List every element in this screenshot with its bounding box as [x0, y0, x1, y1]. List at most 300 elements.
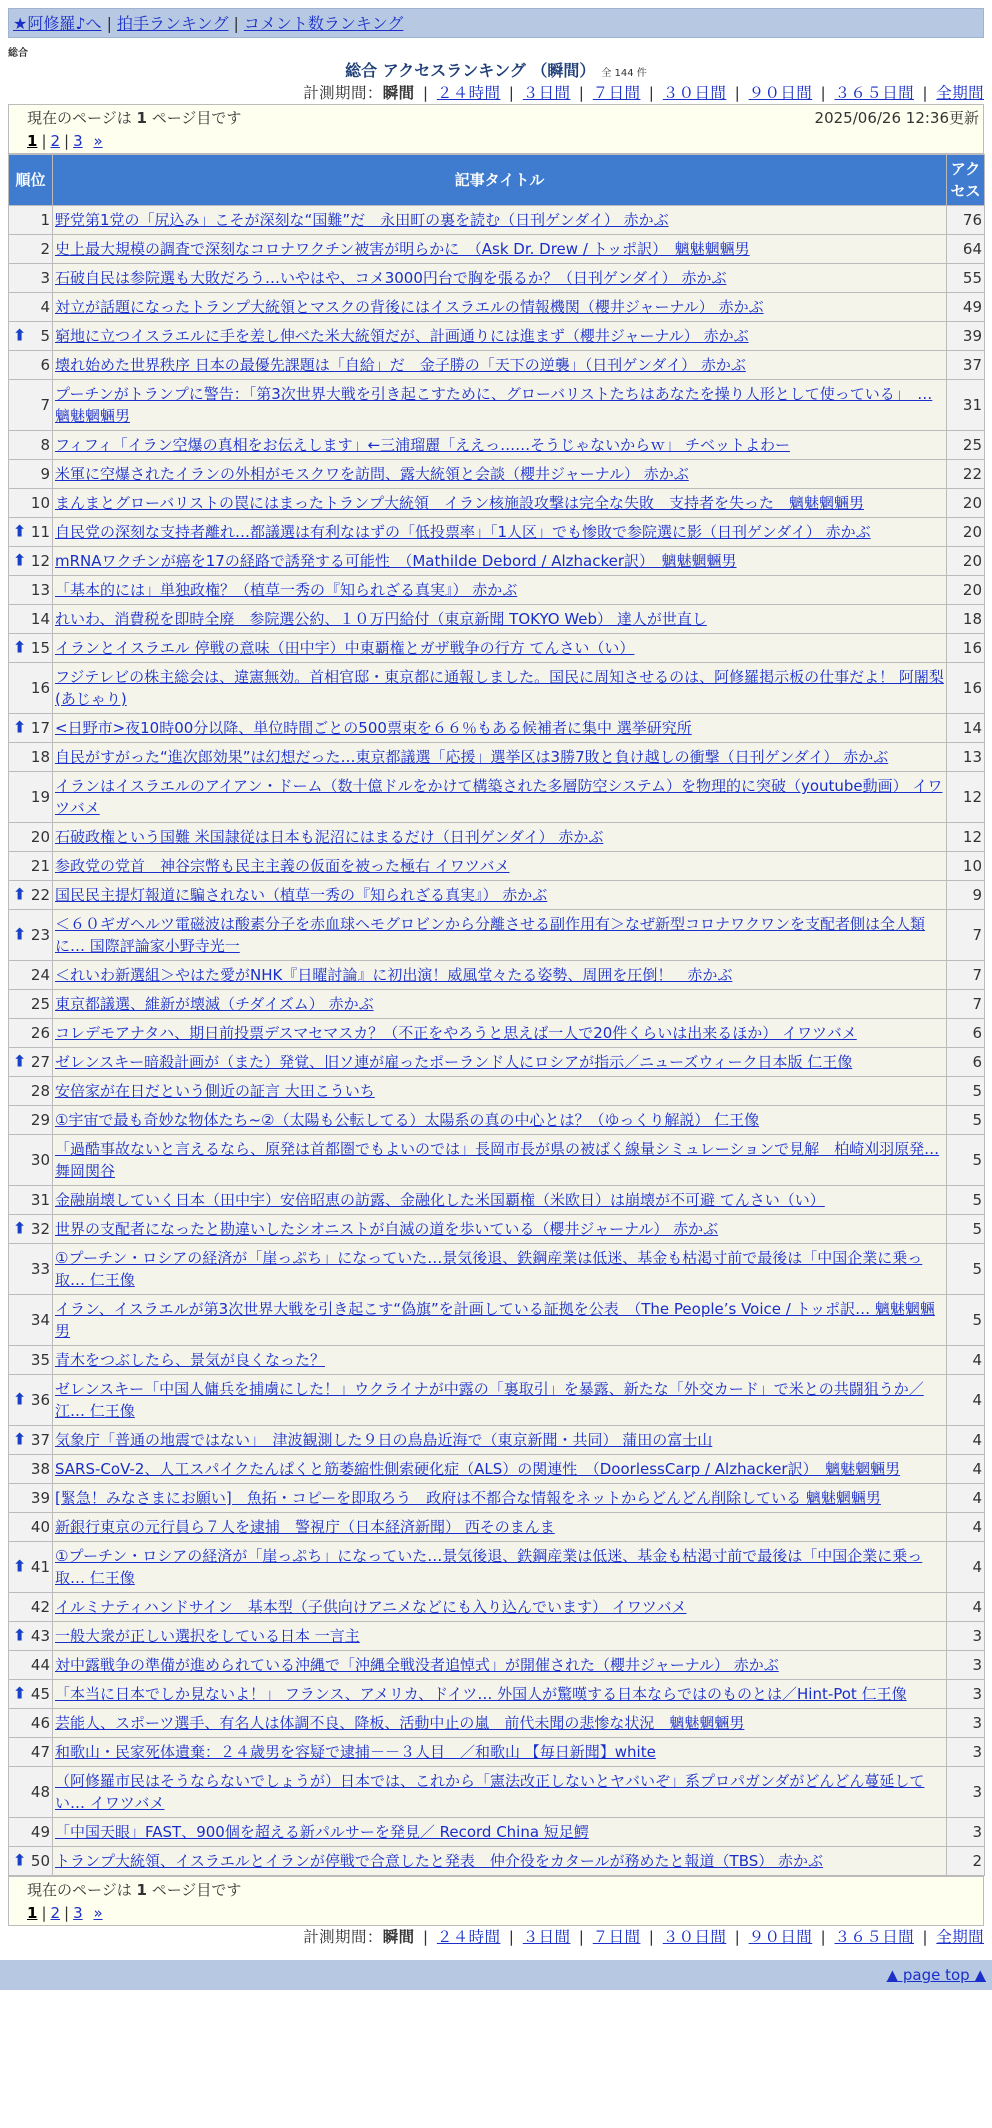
rank-cell [9, 605, 53, 634]
applause-ranking-link[interactable]: 拍手ランキング [116, 14, 229, 33]
rank-number: 26 [30, 1024, 50, 1042]
rank-number: 48 [30, 1783, 50, 1801]
table-row [9, 1426, 985, 1455]
period-link[interactable]: ３日間 [522, 1928, 571, 1946]
rank-cell [9, 547, 53, 576]
rank-number: 40 [30, 1518, 50, 1536]
table-row [9, 1513, 985, 1542]
title-cell [53, 460, 947, 489]
rank-number: 27 [30, 1053, 50, 1071]
table-row [9, 1019, 985, 1048]
access-count: 4 [947, 1375, 985, 1426]
footer-bar [0, 1960, 992, 1990]
up-arrow-icon: ⬆ [13, 1429, 27, 1449]
rank-cell [9, 322, 53, 351]
rank-cell [9, 1622, 53, 1651]
title-cell [53, 206, 947, 235]
access-count: 5 [947, 1244, 985, 1295]
access-count: 3 [947, 1767, 985, 1818]
up-arrow-icon: ⬆ [13, 1850, 27, 1870]
title-cell [53, 1651, 947, 1680]
period-separator: | [815, 84, 832, 102]
rank-cell [9, 743, 53, 772]
period-separator: | [643, 1928, 660, 1946]
title-cell [53, 852, 947, 881]
rank-number: 30 [30, 1151, 50, 1169]
article-link[interactable]: ＜６０ギガヘルツ電磁波は酸素分子を赤血球ヘモグロビンから分離させる副作用有＞なぜ新型コロナワクワンを支配者側は全人類に… 国際評論家小野寺光一 [55, 915, 926, 955]
period-link[interactable]: ３日間 [522, 84, 571, 102]
rank-number: 3 [40, 269, 50, 287]
table-row [9, 576, 985, 605]
article-link[interactable]: ゼレンスキー暗殺計画が（また）発覚、旧ソ連が雇ったポーランド人にロシアが指示／ニューズウィーク日本版 仁王像 [55, 1053, 853, 1071]
table-row [9, 1484, 985, 1513]
current-page-number: 1 [136, 1881, 147, 1899]
article-link[interactable]: 石破自民は参院選も大敗だろう…いやはや、コメ3000円台で胸を張るか？（日刊ゲンダイ） 赤かぶ [55, 269, 727, 287]
article-link[interactable]: イルミナティハンドサイン 基本型（子供向けアニメなどにも入り込んでいます） イワツバメ [55, 1598, 687, 1616]
access-count: 76 [947, 206, 985, 235]
title-cell [53, 518, 947, 547]
next-page-link[interactable]: » [93, 1904, 103, 1922]
period-link[interactable]: ２４時間 [436, 1928, 501, 1946]
page-link-2[interactable]: 2 [50, 132, 61, 150]
period-link[interactable]: ３６５日間 [834, 1928, 915, 1946]
rank-cell [9, 990, 53, 1019]
article-link[interactable]: 窮地に立つイスラエルに手を差し伸べた米大統領だが、計画通りには進まず（櫻井ジャーナル） 赤かぶ [55, 327, 749, 345]
article-link[interactable]: ゼレンスキー「中国人傭兵を捕虜にした！」ウクライナが中露の「裏取引」を暴露、新たな「外交カード」で米との共闘狙うか／江… 仁王像 [55, 1380, 924, 1420]
rank-number: 13 [30, 581, 50, 599]
rank-cell [9, 1186, 53, 1215]
rank-cell [9, 1484, 53, 1513]
table-row [9, 1680, 985, 1709]
period-separator: | [917, 1928, 934, 1946]
article-link[interactable]: 金融崩壊していく日本（田中宇）安倍昭恵の訪露、金融化した米国覇権（米欧日）は崩壊が不可避 てんさい（い） [55, 1191, 825, 1209]
rank-cell [9, 1346, 53, 1375]
rank-number: 36 [30, 1391, 50, 1409]
rank-cell [9, 1818, 53, 1847]
period-separator: | [729, 84, 746, 102]
table-row [9, 714, 985, 743]
access-count: 20 [947, 547, 985, 576]
access-count: 5 [947, 1186, 985, 1215]
period-separator: | [917, 84, 934, 102]
table-row [9, 1455, 985, 1484]
rank-cell [9, 1709, 53, 1738]
page-link-3[interactable]: 3 [73, 1904, 83, 1922]
page-top-link[interactable]: ▲ page top ▲ [886, 1966, 986, 1984]
table-row [9, 1244, 985, 1295]
rank-number: 34 [30, 1311, 50, 1329]
home-link[interactable]: ★阿修羅♪へ [13, 14, 102, 33]
page-link-3[interactable]: 3 [73, 132, 83, 150]
page-current: 1 [27, 132, 38, 150]
table-row [9, 351, 985, 380]
access-count: 3 [947, 1680, 985, 1709]
table-row [9, 1215, 985, 1244]
access-count: 2 [947, 1847, 985, 1876]
title-cell [53, 1622, 947, 1651]
title-cell [53, 293, 947, 322]
article-link[interactable]: ＜れいわ新選組＞やはた愛がNHK『日曜討論』に初出演！威風堂々たる姿勢、周囲を圧倒！ 赤かぶ [55, 966, 733, 984]
rank-cell [9, 1680, 53, 1709]
access-count: 49 [947, 293, 985, 322]
article-link[interactable]: コレデモアナタハ、期日前投票デスマセマスカ？（不正をやろうと思えば一人で20件くらいは出来るほか） イワツバメ [55, 1024, 857, 1042]
access-count: 5 [947, 1215, 985, 1244]
page-separator: | [64, 1904, 70, 1922]
access-count: 13 [947, 743, 985, 772]
table-row [9, 206, 985, 235]
title-cell [53, 1455, 947, 1484]
top-nav-bar [8, 8, 984, 38]
access-count: 25 [947, 431, 985, 460]
access-count: 16 [947, 663, 985, 714]
rank-number: 2 [40, 240, 50, 258]
table-row [9, 1709, 985, 1738]
article-link[interactable]: 「本当に日本でしか見ないよ！」 フランス、アメリカ、ドイツ… 外国人が驚嘆する日本ならではのものとは／Hint-Pot 仁王像 [55, 1685, 907, 1703]
rank-number: 21 [30, 857, 50, 875]
up-arrow-icon: ⬆ [13, 521, 27, 541]
page-separator: | [41, 132, 47, 150]
rank-number: 49 [30, 1823, 50, 1841]
rank-number: 4 [40, 298, 50, 316]
rank-number: 14 [30, 610, 50, 628]
rank-number: 29 [30, 1111, 50, 1129]
article-link[interactable]: ①プーチン・ロシアの経済が「崖っぷち」になっていた…景気後退、鉄鋼産業は低迷、基金も枯渇寸前で最後は「中国企業に乗っ取… 仁王像 [55, 1547, 923, 1587]
page-current: 1 [27, 1904, 38, 1922]
article-link[interactable]: トランプ大統領、イスラエルとイランが停戦で合意したと発表 仲介役をカタールが務めたと報道（TBS） 赤かぶ [55, 1852, 824, 1870]
title-cell [53, 576, 947, 605]
table-row [9, 1818, 985, 1847]
rank-cell [9, 518, 53, 547]
title-cell [53, 1077, 947, 1106]
period-link[interactable]: 全期間 [936, 84, 984, 102]
access-count: 4 [947, 1542, 985, 1593]
access-count: 3 [947, 1651, 985, 1680]
up-arrow-icon: ⬆ [13, 884, 27, 904]
rank-number: 16 [30, 679, 50, 697]
article-link[interactable]: mRNAワクチンが癌を17の経路で誘発する可能性 （Mathilde Debord / Alzhacker訳） 魑魅魍魎男 [55, 552, 737, 570]
rank-header: 順位 [9, 155, 53, 206]
rank-number: 5 [40, 327, 50, 345]
rank-cell [9, 1738, 53, 1767]
table-row [9, 881, 985, 910]
table-row [9, 1048, 985, 1077]
article-link[interactable]: 参政党の党首 神谷宗幣も民主主義の仮面を被った極右 イワツバメ [55, 857, 510, 875]
access-count: 16 [947, 634, 985, 663]
access-count: 3 [947, 1818, 985, 1847]
current-page-number: 1 [136, 109, 147, 127]
up-arrow-icon: ⬆ [13, 637, 27, 657]
article-link[interactable]: 安倍家が在日だという側近の証言 大田こういち [55, 1082, 375, 1100]
period-current: 瞬間 [382, 1928, 415, 1946]
article-link[interactable]: 壊れ始めた世界秩序 日本の最優先課題は「自給」だ 金子勝の「天下の逆襲」（日刊ゲンダイ） 赤かぶ [55, 356, 746, 374]
title-cell [53, 910, 947, 961]
access-count: 5 [947, 1135, 985, 1186]
table-row [9, 1651, 985, 1680]
access-count: 18 [947, 605, 985, 634]
period-separator: | [643, 84, 660, 102]
rank-number: 7 [40, 396, 50, 414]
table-row [9, 547, 985, 576]
article-link[interactable]: 史上最大規模の調査で深刻なコロナワクチン被害が明らかに （Ask Dr. Drew / トッポ訳） 魑魅魍魎男 [55, 240, 750, 258]
next-page-link[interactable]: » [93, 132, 103, 150]
article-link[interactable]: 自民がすがった“進次郎効果”は幻想だった…東京都議選「応援」選挙区は3勝7敗と負け越しの衝撃（日刊ゲンダイ） 赤かぶ [55, 748, 889, 766]
table-row [9, 1077, 985, 1106]
title-cell [53, 1048, 947, 1077]
title-cell [53, 1542, 947, 1593]
article-link[interactable]: まんまとグローバリストの罠にはまったトランプ大統領 イラン核施設攻撃は完全な失敗 支持者を失った 魑魅魍魎男 [55, 494, 864, 512]
title-cell [53, 1215, 947, 1244]
title-cell [53, 1019, 947, 1048]
table-row [9, 293, 985, 322]
rank-cell [9, 910, 53, 961]
period-current: 瞬間 [382, 84, 415, 102]
nav-separator: | [233, 14, 239, 33]
title-cell [53, 489, 947, 518]
up-arrow-icon: ⬆ [13, 1218, 27, 1238]
article-link[interactable]: 芸能人、スポーツ選手、有名人は体調不良、降板、活動中止の嵐 前代未聞の悲惨な状況 魑魅魍魎男 [55, 1714, 745, 1732]
rank-number: 44 [30, 1656, 50, 1674]
access-count: 20 [947, 576, 985, 605]
period-link[interactable]: ３０日間 [662, 84, 727, 102]
title-cell [53, 1375, 947, 1426]
article-link[interactable]: 一般大衆が正しい選択をしている日本 一言主 [55, 1627, 360, 1645]
article-link[interactable]: イランはイスラエルのアイアン・ドーム（数十億ドルをかけて構築された多層防空システム）を物理的に突破（youtube動画） イワツバメ [55, 777, 943, 817]
table-row [9, 1738, 985, 1767]
access-count: 20 [947, 518, 985, 547]
period-selector [8, 82, 984, 104]
access-count: 64 [947, 235, 985, 264]
access-count: 4 [947, 1484, 985, 1513]
article-link[interactable]: プーチンがトランプに警告：「第3次世界大戦を引き起こすために、グローバリストたちはあなたを操り人形として使っている」 … 魑魅魍魎男 [55, 385, 933, 425]
table-row [9, 1135, 985, 1186]
rank-number: 37 [30, 1431, 50, 1449]
access-count: 7 [947, 910, 985, 961]
article-link[interactable]: ①プーチン・ロシアの経済が「崖っぷち」になっていた…景気後退、鉄鋼産業は低迷、基金も枯渇寸前で最後は「中国企業に乗っ取… 仁王像 [55, 1249, 923, 1289]
title-cell [53, 605, 947, 634]
access-count: 3 [947, 1738, 985, 1767]
article-link[interactable]: 対中露戦争の準備が進められている沖縄で「沖縄全戦没者追悼式」が開催された（櫻井ジャーナル） 赤かぶ [55, 1656, 779, 1674]
access-count: 55 [947, 264, 985, 293]
article-link[interactable]: イラン、イスラエルが第3次世界大戦を引き起こす“偽旗”を計画している証拠を公表 （The People’s Voice / トッポ訳… 魑魅魍魎男 [55, 1300, 935, 1340]
rank-cell [9, 1106, 53, 1135]
up-arrow-icon: ⬆ [13, 1625, 27, 1645]
period-link[interactable]: 全期間 [936, 1928, 984, 1946]
up-arrow-icon: ⬆ [13, 717, 27, 737]
article-link[interactable]: 「基本的には」単独政権？（植草一秀の『知られざる真実』） 赤かぶ [55, 581, 518, 599]
access-count: 3 [947, 1622, 985, 1651]
table-row [9, 322, 985, 351]
access-count: 3 [947, 1709, 985, 1738]
rank-cell [9, 1048, 53, 1077]
period-link[interactable]: ９０日間 [748, 1928, 813, 1946]
rank-cell [9, 489, 53, 518]
table-row [9, 823, 985, 852]
article-link[interactable]: <日野市>夜10時00分以降、単位時間ごとの500票束を６６％もある候補者に集中 選挙研究所 [55, 719, 692, 737]
access-count: 6 [947, 1019, 985, 1048]
period-separator: | [573, 1928, 590, 1946]
title-cell [53, 1244, 947, 1295]
access-count: 20 [947, 489, 985, 518]
rank-cell [9, 1513, 53, 1542]
access-count: 6 [947, 1048, 985, 1077]
rank-number: 20 [30, 828, 50, 846]
access-count: 37 [947, 351, 985, 380]
table-row [9, 1622, 985, 1651]
table-row [9, 518, 985, 547]
article-link[interactable]: 米軍に空爆されたイランの外相がモスクワを訪問、露大統領と会談（櫻井ジャーナル） 赤かぶ [55, 465, 689, 483]
article-link[interactable]: 東京都議選、維新が壊滅（チダイズム） 赤かぶ [55, 995, 374, 1013]
table-row [9, 1106, 985, 1135]
rank-number: 1 [40, 211, 50, 229]
title-cell [53, 772, 947, 823]
table-row [9, 1767, 985, 1818]
rank-cell [9, 431, 53, 460]
rank-number: 18 [30, 748, 50, 766]
article-link[interactable]: 青木をつぶしたら、景気が良くなった？ [55, 1351, 326, 1369]
period-separator: | [815, 1928, 832, 1946]
article-link[interactable]: フジテレビの株主総会は、違憲無効。首相官邸・東京都に通報しました。国民に周知させるのは、阿修羅掲示板の仕事だよ！ 阿闍梨(あじゃり) [55, 668, 944, 708]
rank-cell [9, 576, 53, 605]
article-link[interactable]: フィフィ「イラン空爆の真相をお伝えします」←三浦瑠麗「ええっ……そうじゃないからｗ」 チベットよわー [55, 436, 790, 454]
rank-number: 35 [30, 1351, 50, 1369]
rank-cell [9, 714, 53, 743]
count-header: アクセス [947, 155, 985, 206]
title-cell [53, 1484, 947, 1513]
current-page-text: 現在のページは 1 ページ目です [27, 1881, 242, 1899]
table-row [9, 1186, 985, 1215]
rank-cell [9, 1019, 53, 1048]
rank-cell [9, 1077, 53, 1106]
article-link[interactable]: 国民民主提灯報道に騙されない（植草一秀の『知られざる真実』） 赤かぶ [55, 886, 548, 904]
pagination [27, 129, 979, 153]
rank-number: 9 [40, 465, 50, 483]
rank-cell [9, 264, 53, 293]
title-cell [53, 714, 947, 743]
table-row [9, 264, 985, 293]
article-link[interactable]: 和歌山・民家死体遺棄：２４歳男を容疑で逮捕－－３人目 ／和歌山 【毎日新聞】white [55, 1743, 656, 1761]
table-row [9, 852, 985, 881]
rank-number: 31 [30, 1191, 50, 1209]
article-link[interactable]: 石破政権という国難 米国隷従は日本も泥沼にはまるだけ（日刊ゲンダイ） 赤かぶ [55, 828, 604, 846]
rank-cell [9, 1593, 53, 1622]
article-link[interactable]: ①宇宙で最も奇妙な物体たち~②（太陽も公転してる）太陽系の真の中心とは？（ゆっくり解説） 仁王像 [55, 1111, 760, 1129]
title-cell [53, 1295, 947, 1346]
article-link[interactable]: （阿修羅市民はそうならないでしょうが）日本では、これから「憲法改正しないとヤバいぞ」系プロパガンダがどんどん蔓延してい… イワツバメ [55, 1772, 925, 1812]
article-link[interactable]: 新銀行東京の元行員ら７人を逮捕 警視庁（日本経済新聞） 西そのまんま [55, 1518, 555, 1536]
title-cell [53, 264, 947, 293]
access-count: 4 [947, 1513, 985, 1542]
rank-number: 41 [30, 1558, 50, 1576]
rank-number: 33 [30, 1260, 50, 1278]
up-arrow-icon: ⬆ [13, 325, 27, 345]
title-cell [53, 1593, 947, 1622]
rank-cell [9, 1542, 53, 1593]
article-link[interactable]: 自民党の深刻な支持者離れ…都議選は有利なはずの「低投票率」「1人区」でも惨敗で参院選に影（日刊ゲンダイ） 赤かぶ [55, 523, 871, 541]
rank-number: 11 [30, 523, 50, 541]
rank-cell [9, 1426, 53, 1455]
title-cell [53, 1847, 947, 1876]
period-separator: | [729, 1928, 746, 1946]
article-link[interactable]: SARS-CoV-2、人工スパイクたんぱくと筋萎縮性側索硬化症（ALS）の関連性 （DoorlessCarp / Alzhacker訳） 魑魅魍魎男 [55, 1460, 901, 1478]
rank-number: 10 [30, 494, 50, 512]
access-count: 4 [947, 1593, 985, 1622]
rank-number: 47 [30, 1743, 50, 1761]
rank-cell [9, 235, 53, 264]
article-link[interactable]: イランとイスラエル 停戦の意味（田中宇）中東覇権とガザ戦争の行方 てんさい（い） [55, 639, 635, 657]
page-separator: | [64, 132, 70, 150]
rank-cell [9, 1215, 53, 1244]
rank-number: 15 [30, 639, 50, 657]
page-link-2[interactable]: 2 [50, 1904, 61, 1922]
rank-number: 12 [30, 552, 50, 570]
article-link[interactable]: 「中国天眼」FAST、900個を超える新パルサーを発見／ Record China 短足鰐 [55, 1823, 589, 1841]
article-link[interactable]: 気象庁「普通の地震ではない」 津波観測した９日の鳥島近海で（東京新聞・共同） 蒲田の富士山 [55, 1431, 713, 1449]
access-count: 22 [947, 460, 985, 489]
up-arrow-icon: ⬆ [13, 1683, 27, 1703]
period-link[interactable]: ７日間 [592, 84, 641, 102]
article-link[interactable]: 世界の支配者になったと勘違いしたシオニストが自滅の道を歩いている（櫻井ジャーナル） 赤かぶ [55, 1220, 719, 1238]
access-count: 12 [947, 772, 985, 823]
rank-number: 46 [30, 1714, 50, 1732]
article-link[interactable]: [緊急！みなさまにお願い] 魚拓・コピーを即取ろう 政府は不都合な情報をネットからどんどん削除している 魑魅魍魎男 [55, 1489, 881, 1507]
period-label: 計測期間： [303, 84, 383, 102]
rank-number: 17 [30, 719, 50, 737]
article-link[interactable]: 野党第1党の「尻込み」こそが深刻な“国難”だ 永田町の裏を読む（日刊ゲンダイ） 赤かぶ [55, 211, 669, 229]
title-cell [53, 547, 947, 576]
rank-cell [9, 961, 53, 990]
rank-cell [9, 1295, 53, 1346]
period-link[interactable]: ９０日間 [748, 84, 813, 102]
period-separator: | [417, 1928, 434, 1946]
access-count: 12 [947, 823, 985, 852]
rank-cell [9, 1651, 53, 1680]
rank-number: 45 [30, 1685, 50, 1703]
up-arrow-icon: ⬆ [13, 924, 27, 944]
access-count: 4 [947, 1346, 985, 1375]
table-row [9, 489, 985, 518]
table-row [9, 663, 985, 714]
access-count: 4 [947, 1426, 985, 1455]
title-cell [53, 881, 947, 910]
comment-ranking-link[interactable]: コメント数ランキング [243, 14, 404, 33]
page-separator: | [41, 1904, 47, 1922]
rank-cell [9, 351, 53, 380]
title-cell [53, 1709, 947, 1738]
article-link[interactable]: 「過酷事故ないと言えるなら、原発は首都圏でもよいのでは」長岡市長が県の被ばく線量シミュレーションで見解 柏崎刈羽原発… 舞岡関谷 [55, 1140, 940, 1180]
title-cell [53, 1767, 947, 1818]
rank-number: 43 [30, 1627, 50, 1645]
table-row [9, 1295, 985, 1346]
title-cell [53, 990, 947, 1019]
period-link[interactable]: ３０日間 [662, 1928, 727, 1946]
period-link[interactable]: ３６５日間 [834, 84, 915, 102]
access-count: 5 [947, 1295, 985, 1346]
rank-number: 50 [30, 1852, 50, 1870]
title-cell [53, 1513, 947, 1542]
title-cell [53, 322, 947, 351]
access-count: 4 [947, 1455, 985, 1484]
rank-cell [9, 852, 53, 881]
article-link[interactable]: 対立が話題になったトランプ大統領とマスクの背後にはイスラエルの情報機関（櫻井ジャーナル） 赤かぶ [55, 298, 764, 316]
access-count: 5 [947, 1106, 985, 1135]
article-link[interactable]: れいわ、消費税を即時全廃 参院選公約、１０万円給付（東京新聞 TOKYO Web） 達人が世直し [55, 610, 707, 628]
rank-cell [9, 293, 53, 322]
period-link[interactable]: ２４時間 [436, 84, 501, 102]
rank-number: 6 [40, 356, 50, 374]
rank-number: 32 [30, 1220, 50, 1238]
title-cell [53, 663, 947, 714]
period-link[interactable]: ７日間 [592, 1928, 641, 1946]
